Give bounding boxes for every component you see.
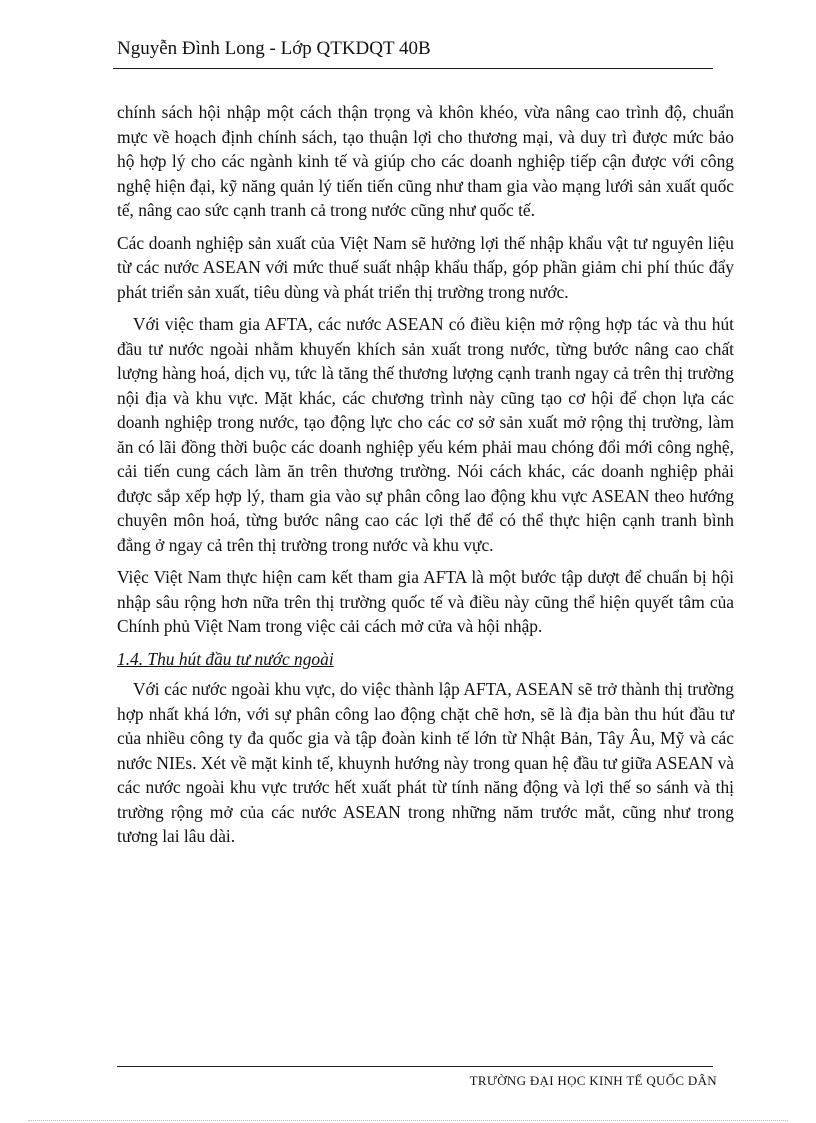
header-divider <box>113 68 713 69</box>
document-body <box>117 100 734 857</box>
footer-divider <box>117 1066 713 1067</box>
paragraph: Với các nước ngoài khu vực, do việc thành lập AFTA, ASEAN sẽ trở thành thị trường hợp nhất khá lớn, với sự phân công lao động chặt chẽ hơn, sẽ là địa bàn thu hút đầu tư của nhiều công ty đa quốc gia và tập đoàn kinh tế lớn từ Nhật Bản, Tây Âu, Mỹ và các nước NIEs. Xét về mặt kinh tế, khuynh hướng này trong quan hệ đầu tư giữa ASEAN và các nước ngoài khu vực trước hết xuất phát từ tính năng động và lợi thế so sánh và thị trường rộng mở của các nước ASEAN trong những năm trước mắt, cũng như trong tương lai lâu dài. <box>117 679 734 846</box>
paragraph: chính sách hội nhập một cách thận trọng và khôn khéo, vừa nâng cao trình độ, chuẩn mực về hoạch định chính sách, tạo thuận lợi cho thương mại, và duy trì được mức bảo hộ hợp lý cho các ngành kinh tế và giúp cho các doanh nghiệp tiếp cận được với công nghệ hiện đại, kỹ năng quản lý tiến tiến cũng như tham gia vào mạng lưới sản xuất quốc tế, nâng cao sức cạnh tranh cả trong nước cũng như quốc tế. <box>117 102 734 220</box>
paragraph: Với việc tham gia AFTA, các nước ASEAN có điều kiện mở rộng hợp tác và thu hút đầu tư nước ngoài nhằm khuyến khích sản xuất trong nước, từng bước nâng cao chất lượng hàng hoá, dịch vụ, tức là tăng thế thương lượng cạnh tranh ngay cả trên thị trường nội địa và khu vực. Mặt khác, các chương trình này cũng tạo cơ hội để chọn lựa các doanh nghiệp trong nước, tạo động lực cho các cơ sở sản xuất mở rộng thị trường, làm ăn có lãi đồng thời buộc các doanh nghiệp yếu kém phải mau chóng đổi mới công nghệ, cải tiến cung cách làm ăn trên thương trường. Nói cách khác, các doanh nghiệp phải được sắp xếp hợp lý, tham gia vào sự phân công lao động khu vực ASEAN theo hướng chuyên môn hoá, từng bước nâng cao các lợi thế để có thể thực hiện cạnh tranh bình đẳng ở ngay cả trên thị trường trong nước và khu vực. <box>117 314 734 555</box>
paragraph: Việc Việt Nam thực hiện cam kết tham gia AFTA là một bước tập dượt để chuẩn bị hội nhập sâu rộng hơn nữa trên thị trường quốc tế và điều này cũng thể hiện quyết tâm của Chính phủ Việt Nam trong việc cải cách mở cửa và hội nhập. <box>117 567 734 636</box>
paragraph: Các doanh nghiệp sản xuất của Việt Nam sẽ hưởng lợi thế nhập khẩu vật tư nguyên liệu từ các nước ASEAN với mức thuế suất nhập khẩu thấp, góp phần giảm chi phí thúc đẩy phát triển sản xuất, tiêu dùng và phát triển thị trường trong nước. <box>117 232 734 302</box>
section-heading: 1.4. Thu hút đầu tư nước ngoài <box>117 648 334 669</box>
page-header: Nguyễn Đình Long - Lớp QTKDQT 40B <box>117 38 431 59</box>
page-footer: TRƯỜNG ĐẠI HỌC KINH TẾ QUỐC DÂN <box>469 1073 717 1088</box>
page-edge <box>28 1120 788 1121</box>
